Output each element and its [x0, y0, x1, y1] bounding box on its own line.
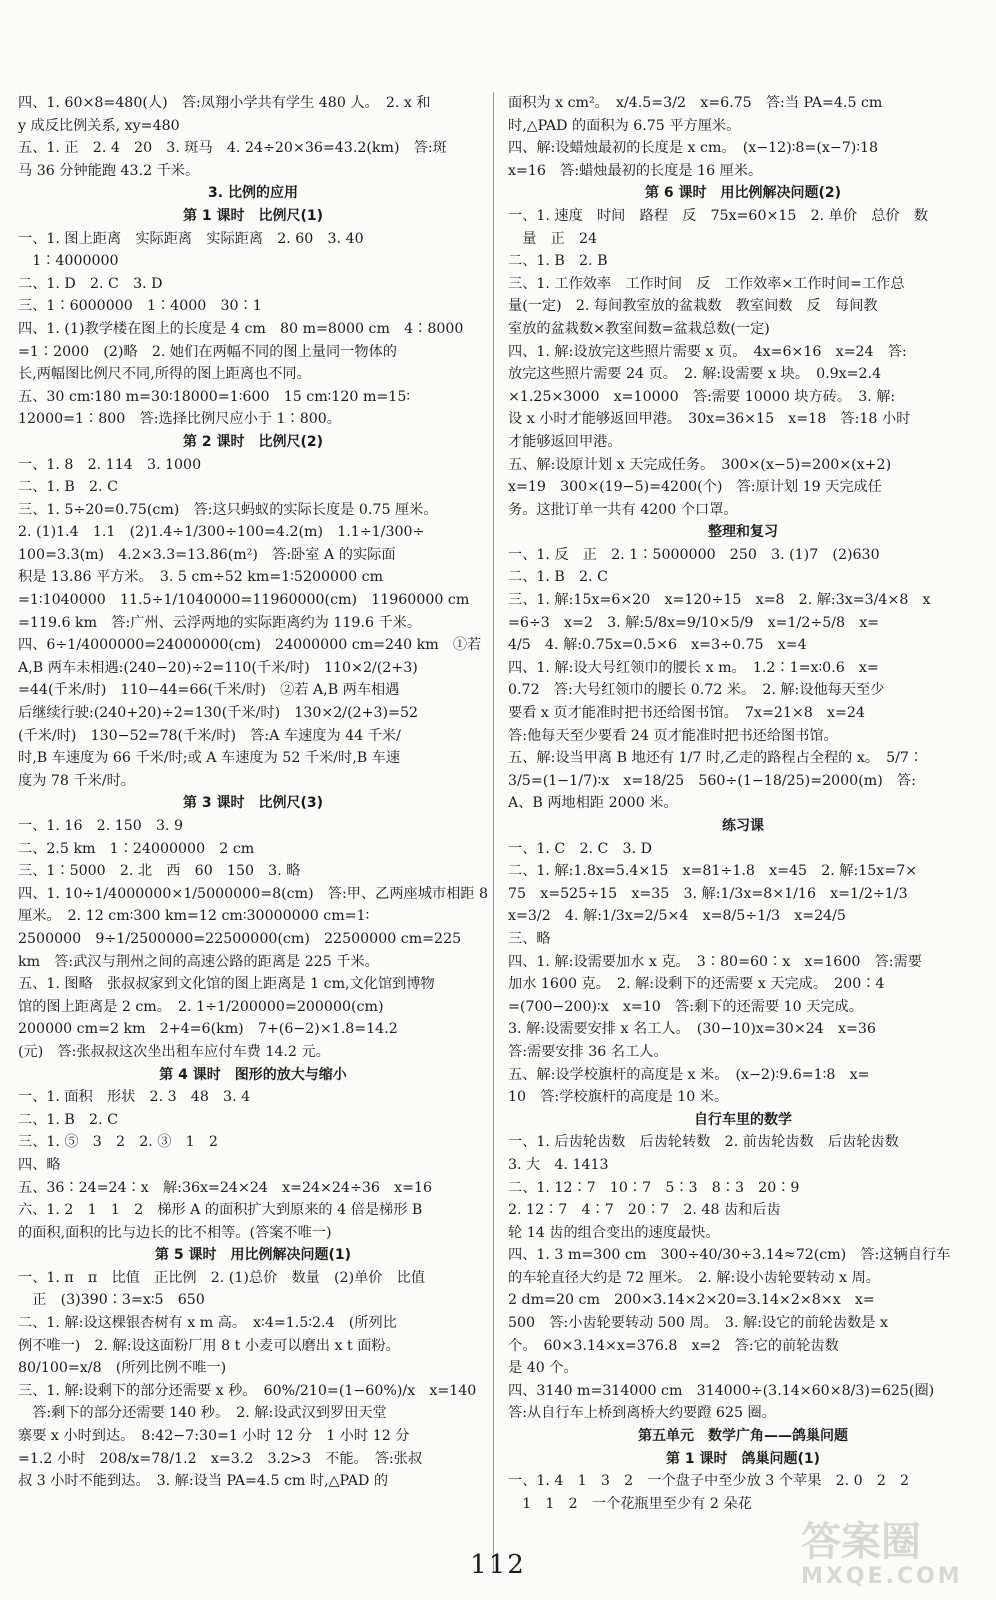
- answer-line: 三、1. 解:15x=6×20 x=120÷15 x=8 2. 解:3x=3/4×8 x: [508, 592, 931, 609]
- answer-line: 二、1. B 2. C: [18, 1111, 118, 1128]
- answer-line: 例不唯一) 2. 解:设这面粉厂用 8 t 小麦可以磨出 x t 面粉。: [18, 1337, 400, 1354]
- answer-line: 二、2.5 km 1∶24000000 2 cm: [18, 840, 255, 857]
- answer-line: 二、1. B 2. B: [508, 253, 608, 270]
- answer-line: 200000 cm=2 km 2+4=6(km) 7+(6−2)×1.8=14.2: [18, 1021, 398, 1038]
- answer-line: 量(一定) 2. 每间教室放的盆栽数 教室间数 反 每间教: [508, 298, 878, 315]
- answer-line: 一、1. π π 比值 正比例 2. (1)总价 数量 (2)单价 比值: [18, 1269, 426, 1286]
- answer-line: 75 x=525÷15 x=35 3. 解:1/3x=8×1/16 x=1/2÷1/3: [508, 885, 908, 902]
- answer-line: A、B 两地相距 2000 米。: [508, 795, 678, 812]
- answer-line: 馆的图上距离是 2 cm。 2. 1÷1/200000=200000(cm): [18, 998, 384, 1015]
- answer-line: 1 1 2 一个花瓶里至少有 2 朵花: [508, 1495, 752, 1512]
- answer-line: 务。这批订单一共有 4200 个口罩。: [508, 501, 738, 518]
- answer-line: 要看 x 页才能准时把书还给图书馆。 7x=21×8 x=24: [508, 705, 865, 722]
- answer-line: 才能够返回甲港。: [508, 433, 622, 450]
- answer-line: 度为 78 千米/时。: [18, 772, 135, 789]
- section-heading: 第 1 课时 鸽巢问题(1): [665, 1450, 821, 1467]
- answer-line: 正 (3)390∶3=x∶5 650: [18, 1292, 205, 1309]
- answer-line: 二、1. B 2. C: [508, 569, 608, 586]
- answer-line: y 成反比例关系, xy=480: [18, 117, 180, 134]
- answer-line: 放完这些照片需要 24 页。 2. 解:设需要 x 块。 0.9x=2.4: [508, 366, 882, 383]
- section-heading: 3. 比例的应用: [208, 185, 298, 202]
- answer-line: 一、1. C 2. C 3. D: [508, 840, 652, 857]
- answer-line: 叔 3 小时不能到达。 3. 解:设当 PA=4.5 cm 时,△PAD 的: [18, 1473, 389, 1490]
- answer-line: 二、1. 12∶7 10∶7 5∶3 8∶3 20∶9: [508, 1179, 800, 1196]
- answer-line: 二、1. 解:设这棵银杏树有 x m 高。 x∶4=1.5∶2.4 (所列比: [18, 1315, 397, 1332]
- answer-line: 加水 1600 克。 2. 解:设剩下的还需要 x 天完成。 200∶4: [508, 976, 885, 993]
- answer-line: 三、1. 5÷20=0.75(cm) 答:这只蚂蚁的实际长度是 0.75 厘米。: [18, 501, 438, 518]
- answer-line: 答:需要安排 36 名工人。: [508, 1043, 668, 1060]
- answer-line: x=16 答:蜡烛最初的长度是 16 厘米。: [508, 162, 763, 179]
- answer-line: 四、3140 m=314000 cm 314000÷(3.14×60×8/3)=625(圈): [508, 1382, 935, 1399]
- answer-line: 五、30 cm∶180 m=30∶18000=1∶600 15 cm∶120 m=15∶: [18, 388, 411, 405]
- answer-line: 四、1. 解:设大号红领巾的腰长 x m。 1.2∶1=x∶0.6 x=: [508, 659, 879, 676]
- answer-line: 五、36∶24=24∶x 解:36x=24×24 x=24×24÷36 x=16: [18, 1179, 433, 1196]
- answer-line: 三、1. 工作效率 工作时间 反 工作效率×工作时间=工作总: [508, 275, 905, 292]
- answer-line: 室放的盆栽数×教室间数=盆栽总数(一定): [508, 320, 770, 337]
- answer-line: (千米/时) 130−52=78(千米/时) 答:A 车速度为 44 千米/: [18, 727, 401, 744]
- answer-line: 四、1. (1)教学楼在图上的长度是 4 cm 80 m=8000 cm 4∶8000: [18, 320, 464, 337]
- answer-line: 一、1. 8 2. 114 3. 1000: [18, 456, 202, 473]
- answer-line: 面积为 x cm²。 x/4.5=3/2 x=6.75 答:当 PA=4.5 cm: [508, 95, 883, 111]
- answer-line: 一、1. 4 1 3 2 一个盘子中至少放 3 个苹果 2. 0 2 2: [508, 1473, 910, 1490]
- section-heading: 第 5 课时 用比例解决问题(1): [154, 1247, 352, 1264]
- section-heading: 自行车里的数学: [694, 1111, 792, 1128]
- watermark-logo: [801, 1520, 976, 1592]
- answer-line: 轮 14 齿的组合变出的速度最快。: [508, 1224, 720, 1241]
- answer-line: 1∶4000000: [18, 253, 119, 270]
- answer-line: 后继续行驶:(240+20)÷2=130(千米/时) 130×2/(2+3)=52: [18, 705, 419, 722]
- answer-line: =1∶1040000 11.5÷1/1040000=11960000(cm) 11960000 cm: [18, 592, 470, 609]
- answer-line: =6÷3 x=2 3. 解:5/8x=9/10×5/9 x=1/2÷5/8 x=: [508, 614, 880, 631]
- answer-line: 80/100=x/8 (所列比例不唯一): [18, 1360, 227, 1377]
- answer-line: 3. 解:设需要安排 x 名工人。 (30−10)x=30×24 x=36: [508, 1021, 876, 1038]
- answer-line: 一、1. 面积 形状 2. 3 48 3. 4: [18, 1089, 251, 1106]
- answer-line: 三、略: [508, 930, 551, 947]
- watermark-bottom-text: MXQE.COM: [801, 1564, 963, 1589]
- answer-line: x=3/2 4. 解:1/3x=2/5×4 x=8/5÷1/3 x=24/5: [508, 908, 846, 925]
- answer-line: (元) 答:张叔叔这次坐出租车应付车费 14.2 元。: [18, 1043, 330, 1060]
- answer-line: 积是 13.86 平方米。 3. 5 cm÷52 km=1∶5200000 cm: [18, 569, 384, 586]
- answer-line: 三、1. 解:设剩下的部分还需要 x 秒。 60%/210=(1−60%)/x x=140: [18, 1382, 477, 1399]
- answer-line: x=19 300×(19−5)=4200(个) 答:原计划 19 天完成任: [508, 479, 882, 496]
- answer-line: 四、1. 10÷1/4000000×1/5000000=8(cm) 答:甲、乙两座城市相距 8: [18, 885, 488, 902]
- answer-line: A,B 两车未相遇:(240−20)÷2=110(千米/时) 110×2/(2+3): [18, 659, 418, 676]
- page-number: 112: [470, 1550, 526, 1580]
- answer-line: 四、1. 60×8=480(人) 答:凤翔小学共有学生 480 人。 2. x 和: [18, 95, 431, 111]
- answer-line: 五、解:设当甲离 B 地还有 1/7 时,乙走的路程占全程的 x。 5/7∶: [508, 750, 924, 767]
- answer-line: 一、1. 速度 时间 路程 反 75x=60×15 2. 单价 总价 数: [508, 207, 928, 224]
- answer-line: 答:从自行车上桥到离桥大约要蹬 625 圈。: [508, 1405, 776, 1422]
- answer-line: 3/5=(1−1/7)∶x x=18/25 560÷(1−18/25)=2000(m) 答:: [508, 772, 916, 789]
- answer-line: 三、1. ⑤ 3 2 2. ③ 1 2: [18, 1134, 218, 1151]
- answer-line: 四、解:设蜡烛最初的长度是 x cm。 (x−12)∶8=(x−7)∶18: [508, 140, 879, 157]
- section-heading: 第 4 课时 图形的放大与缩小: [159, 1066, 347, 1083]
- answer-line: 时,△PAD 的面积为 6.75 平方厘米。: [508, 117, 741, 134]
- answer-line: 二、1. B 2. C: [18, 479, 118, 496]
- answer-line: 六、1. 2 1 1 2 梯形 A 的面积扩大到原来的 4 倍是梯形 B: [18, 1202, 423, 1219]
- answer-line: 量 正 24: [508, 230, 597, 247]
- answer-line: 五、1. 正 2. 4 20 3. 斑马 4. 24÷20×36=43.2(km) 答:斑: [18, 140, 447, 157]
- section-heading: 第五单元 数学广角——鸽巢问题: [638, 1428, 848, 1445]
- answer-line: 五、解:设学校旗杆的高度是 x 米。 (x−2)∶9.6=1∶8 x=: [508, 1066, 870, 1083]
- section-heading: 第 3 课时 比例尺(3): [182, 795, 324, 812]
- answer-line: 10 答:学校旗杆的高度是 10 米。: [508, 1089, 729, 1106]
- watermark-top-text: 答案圈: [801, 1519, 921, 1565]
- answer-line: =1.2 小时 208/x=78/1.2 x=3.2 3.2>3 不能。 答:张叔: [18, 1450, 423, 1467]
- answer-line: 2. 12∶7 4∶7 20∶7 2. 48 齿和后齿: [508, 1202, 781, 1219]
- answer-line: 的面积,面积的比与边长的比不相等。(答案不唯一): [18, 1224, 332, 1241]
- answer-line: 四、1. 解:设放完这些照片需要 x 页。 4x=6×16 x=24 答:: [508, 343, 907, 360]
- answer-line: 三、1∶5000 2. 北 西 60 150 3. 略: [18, 863, 301, 880]
- answer-line: 3. 大 4. 1413: [508, 1156, 609, 1173]
- section-heading: 第 2 课时 比例尺(2): [182, 433, 324, 450]
- answer-line: 500 答:小齿轮要转动 500 周。 3. 解:设它的前轮齿数是 x: [508, 1315, 888, 1332]
- answer-line: 是 40 个。: [508, 1360, 578, 1377]
- answer-line: 个。 60×3.14×x=376.8 x=2 答:它的前轮齿数: [508, 1337, 839, 1354]
- answer-line: 的车轮直径大约是 72 厘米。 2. 解:设小齿轮要转动 x 周。: [508, 1269, 880, 1286]
- answer-line: 四、1. 解:设需要加水 x 克。 3∶80=60∶x x=1600 答:需要: [508, 953, 922, 970]
- answer-line: =(700−200)∶x x=10 答:剩下的还需要 10 天完成。: [508, 998, 863, 1015]
- answer-line: =44(千米/时) 110−44=66(千米/时) ②若 A,B 两车相遇: [18, 682, 400, 699]
- answer-line: 五、解:设原计划 x 天完成任务。 300×(x−5)=200×(x+2): [508, 456, 892, 473]
- answer-line: 设 x 小时才能够返回甲港。 30x=36×15 x=18 答:18 小时: [508, 411, 911, 428]
- right-column: [508, 92, 978, 1515]
- answer-line: 12000=1∶800 答:选择比例尺应小于 1∶800。: [18, 411, 341, 428]
- answer-line: 2. (1)1.4 1.1 (2)1.4÷1/300÷100=4.2(m) 1.1÷1/300÷: [18, 524, 425, 541]
- answer-line: 长,两幅图比例尺不同,所得的图上距离也不同。: [18, 366, 311, 383]
- answer-line: 一、1. 反 正 2. 1∶5000000 250 3. (1)7 (2)630: [508, 546, 880, 563]
- left-column: [18, 92, 488, 1493]
- answer-line: 100=3.3(m) 4.2×3.3=13.86(m²) 答:卧室 A 的实际面: [18, 546, 396, 563]
- answer-line: 厘米。 2. 12 cm∶300 km=12 cm∶30000000 cm=1∶: [18, 908, 370, 925]
- answer-line: 二、1. D 2. C 3. D: [18, 275, 163, 292]
- answer-line: 四、1. 3 m=300 cm 300÷40/30÷3.14≈72(cm) 答:这辆自行车: [508, 1247, 951, 1264]
- answer-line: 马 36 分钟能跑 43.2 千米。: [18, 162, 200, 179]
- answer-line: ×1.25×3000 x=10000 答:需要 10000 块方砖。 3. 解:: [508, 388, 896, 405]
- answer-line: 答:他每天至少要看 24 页才能准时把书还给图书馆。: [508, 727, 838, 744]
- answer-line: km 答:武汉与荆州之间的高速公路的距离是 225 千米。: [18, 953, 379, 970]
- answer-line: 四、略: [18, 1156, 61, 1173]
- answer-line: 时,B 车速度为 66 千米/时;或 A 车速度为 52 千米/时,B 车速: [18, 750, 401, 767]
- answer-line: 寨要 x 小时到达。 8:42−7:30=1 小时 12 分 1 小时 12 分: [18, 1428, 410, 1445]
- answer-line: 2500000 9÷1/2500000=22500000(cm) 22500000 cm=225: [18, 930, 462, 947]
- answer-line: 三、1∶6000000 1∶4000 30∶1: [18, 298, 262, 315]
- answer-line: 4/5 4. 解:0.75x=0.5×6 x=3÷0.75 x=4: [508, 637, 807, 654]
- answer-line: 二、1. 解:1.8x=5.4×15 x=81÷1.8 x=45 2. 解:15x=7×: [508, 863, 918, 880]
- answer-line: 一、1. 图上距离 实际距离 实际距离 2. 60 3. 40: [18, 230, 364, 247]
- section-heading: 整理和复习: [708, 524, 778, 541]
- section-heading: 练习课: [722, 818, 764, 834]
- section-heading: 第 6 课时 用比例解决问题(2): [644, 185, 842, 202]
- answer-line: 五、1. 图略 张叔叔家到文化馆的图上距离是 1 cm,文化馆到博物: [18, 976, 435, 993]
- column-divider: [493, 92, 494, 1572]
- answer-line: 2 dm=20 cm 200×3.14×2×20=3.14×2×8×x x=: [508, 1292, 875, 1309]
- section-heading: 第 1 课时 比例尺(1): [182, 207, 324, 224]
- answer-line: 答:剩下的部分还需要 140 秒。 2. 解:设武汉到罗田天堂: [18, 1405, 387, 1422]
- answer-line: 一、1. 后齿轮齿数 后齿轮转数 2. 前齿轮齿数 后齿轮齿数: [508, 1134, 899, 1151]
- answer-line: 0.72 答:大号红领巾的腰长 0.72 米。 2. 解:设他每天至少: [508, 682, 885, 699]
- answer-line: 四、6÷1/4000000=24000000(cm) 24000000 cm=240 km ①若: [18, 637, 482, 654]
- answer-line: =1∶2000 (2)略 2. 她们在两幅不同的图上量同一物体的: [18, 343, 397, 360]
- answer-line: =119.6 km 答:广州、云浮两地的实际距离约为 119.6 千米。: [18, 614, 422, 631]
- answer-line: 一、1. 16 2. 150 3. 9: [18, 818, 184, 834]
